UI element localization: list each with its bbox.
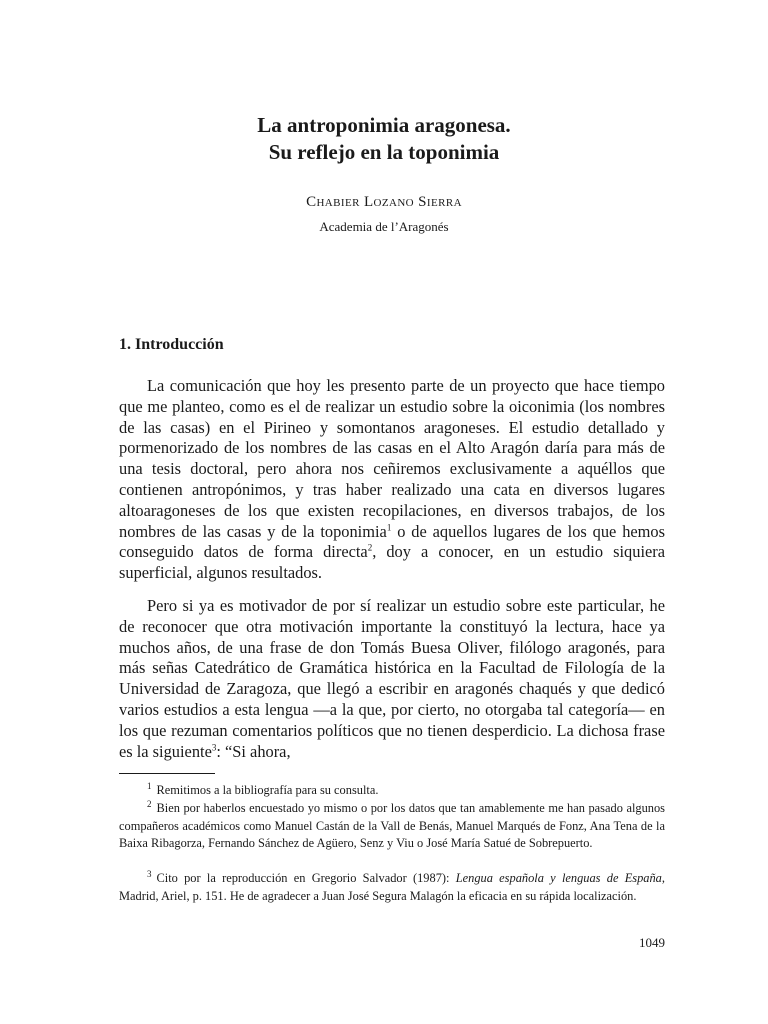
footnote-text: , Madrid, Ariel, p. 151. He de agradecer a Juan José Segura Malagón la eficacia en su rápida localización. <box>119 871 665 903</box>
footnote-number: 1 <box>147 780 152 791</box>
page-number: 1049 <box>639 935 665 950</box>
paragraph-text: La comunicación que hoy les presento parte de un proyecto que hace tiempo que me planteo, como es el de realizar un estudio sobre la oiconimia (los nombres de las casas) en el Pirineo y somontanos aragoneses. El estudio detallado y pormenorizado de los nombres de las casas en el Alto Aragón daría para más de una tesis doctoral, pero ahora nos ceñiremos exclusivamente a aquéllos que contienen antropónimos, y tras haber realizado una cata en diversos lugares altoaragoneses de los que existen recopilaciones, en diversos trabajos, de los nombres de las casas y de la toponimia <box>119 376 665 541</box>
author-affiliation: Academia de l’Aragonés <box>319 219 449 234</box>
body-paragraph <box>119 596 665 762</box>
cited-book-title: Lengua española y lenguas de España <box>455 871 662 885</box>
title-line-2: Su reflejo en la toponimia <box>268 140 500 164</box>
footnote-ref[interactable]: 1 <box>386 522 392 533</box>
title-line-1: La antroponimia aragonesa. <box>257 113 511 137</box>
footnote <box>119 782 665 800</box>
footnote-text: Remitimos a la bibliografía para su consulta. <box>156 783 379 797</box>
section-heading: 1. Introducción <box>119 336 224 353</box>
footnote-number: 2 <box>147 798 152 809</box>
footnote-ref[interactable]: 3 <box>211 742 217 753</box>
footnote-text: Bien por haberlos encuestado yo mismo o por los datos que tan amablemente me han pasado algunos compañeros académicos como Manuel Castán de la Vall de Benás, Manuel Marqués de Fonz, Ana Tena de la Baixa Ribagorza, Fernando Sánchez de Agüero, Senz y Viu o José María Satué de Sobrepuerto. <box>119 801 665 850</box>
footnote <box>119 800 665 853</box>
paragraph-text: Pero si ya es motivador de por sí realizar un estudio sobre este particular, he de reconocer que otra motivación importante la constituyó la lectura, hace ya muchos años, de una frase de don Tomás Buesa Oliver, filólogo aragonés, para más señas Catedrático de Gramática histórica en la Facultad de Filología de la Universidad de Zaragoza, que llegó a escribir en aragonés chaqués y que dedicó varios estudios a esta lengua —a la que, por cierto, no otorgaba tal categoría— en los que rezuman comentarios políticos que no tienen desperdicio. La dichosa frase es la siguiente <box>119 596 665 761</box>
footnote-text: Cito por la reproducción en Gregorio Salvador (1987): <box>156 871 456 885</box>
author-name: Chabier Lozano Sierra <box>306 194 462 210</box>
footnote-ref[interactable]: 2 <box>367 542 373 553</box>
paragraph-text: , doy a conocer, en un estudio siquiera superficial, algunos resultados. <box>119 542 665 583</box>
body-paragraph <box>119 376 665 584</box>
footnote-number: 3 <box>147 868 152 879</box>
paragraph-text: : “Si ahora, <box>216 741 291 761</box>
footnote <box>119 870 665 905</box>
article-title <box>0 112 768 166</box>
footnote-divider <box>119 773 215 774</box>
paragraph-text: o de aquellos lugares de los que hemos conseguido datos de forma directa <box>119 521 665 562</box>
